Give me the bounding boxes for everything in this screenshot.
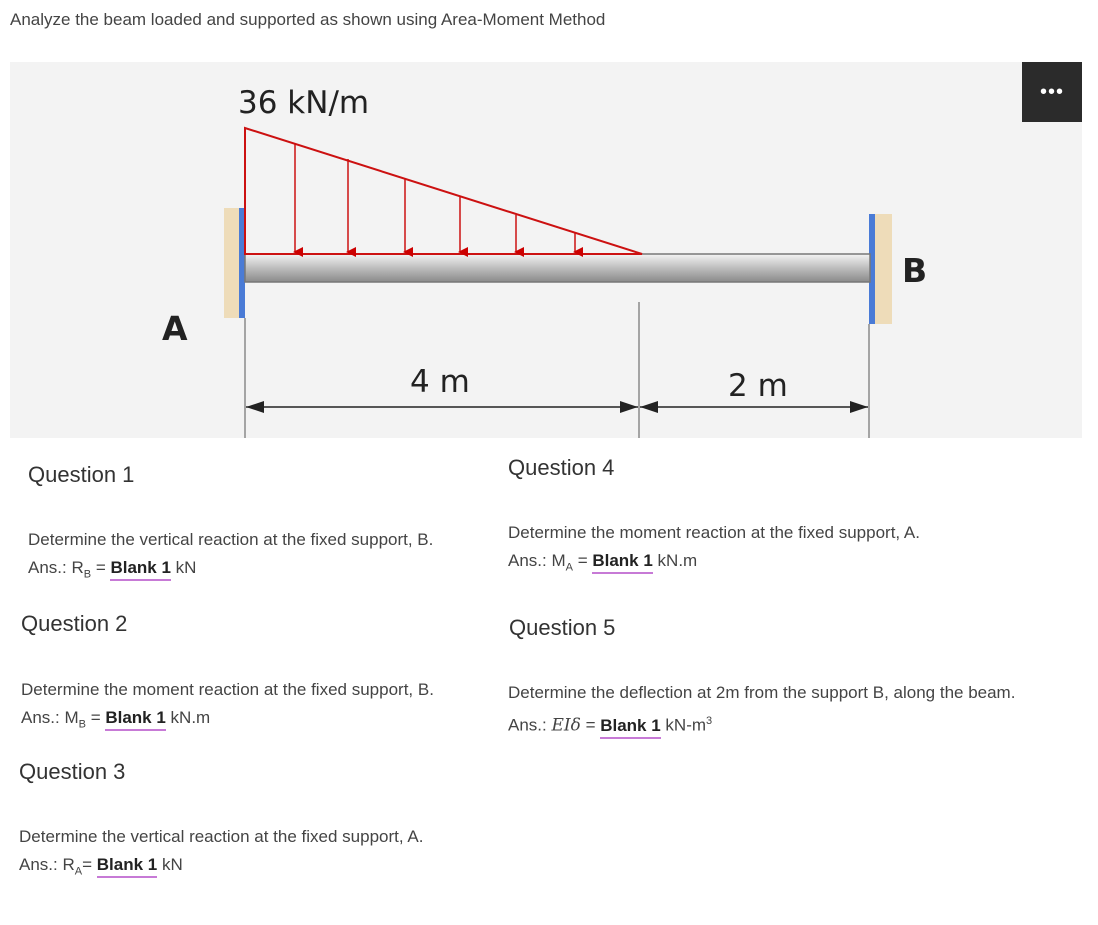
beam-figure	[10, 62, 1082, 438]
question-4-title: Question 4	[508, 455, 615, 480]
question-2-title: Question 2	[21, 611, 128, 636]
answer-unit: kN	[170, 558, 197, 577]
question-4-answer	[508, 547, 920, 581]
answer-blank-input[interactable]: Blank 1	[600, 716, 660, 739]
question-5-answer	[508, 707, 1015, 740]
question-2-answer	[21, 704, 434, 738]
more-dots-icon: •••	[1039, 80, 1064, 103]
beam-diagram	[10, 62, 1082, 438]
answer-subscript: B	[83, 568, 92, 581]
question-3-body	[19, 823, 423, 885]
dimension-arrowhead	[620, 401, 638, 413]
question-5-title: Question 5	[509, 615, 616, 640]
page-instruction: Analyze the beam loaded and supported as shown using Area-Moment Method	[10, 10, 606, 29]
distributed-load-triangle	[245, 128, 642, 254]
question-3-text: Determine the vertical reaction at the fixed support, A.	[19, 827, 424, 846]
question-4-text: Determine the moment reaction at the fixed support, A.	[508, 523, 920, 542]
question-1-answer	[28, 554, 433, 588]
question-2-body	[21, 676, 434, 738]
support-b-label: B	[902, 251, 928, 290]
answer-prefix: Ans.: M	[21, 708, 79, 727]
load-label: 36 kN/m	[238, 85, 370, 121]
question-5-body	[508, 679, 1015, 740]
beam	[245, 254, 870, 282]
answer-equals: =	[580, 715, 601, 735]
dimension-arrowhead	[850, 401, 868, 413]
answer-equals: =	[572, 551, 593, 570]
answer-blank-input[interactable]: Blank 1	[105, 708, 165, 731]
question-1-title: Question 1	[28, 462, 135, 487]
answer-unit: kN-m	[660, 715, 707, 735]
answer-subscript: A	[565, 561, 573, 574]
support-a-label: A	[162, 309, 188, 348]
answer-prefix: Ans.: M	[508, 551, 566, 570]
dimension-arrowhead	[640, 401, 658, 413]
answer-blank-input[interactable]: Blank 1	[97, 855, 157, 878]
question-4-body	[508, 519, 920, 581]
answer-prefix: Ans.:	[508, 715, 552, 735]
answer-prefix: Ans.: R	[19, 855, 75, 874]
answer-blank-input[interactable]: Blank 1	[592, 551, 652, 574]
answer-unit: kN.m	[165, 708, 211, 727]
answer-unit: kN	[157, 855, 183, 874]
question-3-title: Question 3	[19, 759, 126, 784]
answer-equals: =	[85, 708, 106, 727]
more-options-button[interactable]	[1022, 62, 1082, 122]
span1-label: 4 m	[410, 364, 470, 400]
question-3-answer	[19, 851, 423, 885]
answer-equals: =	[82, 855, 97, 874]
answer-blank-input[interactable]: Blank 1	[110, 558, 170, 581]
span2-label: 2 m	[728, 368, 788, 404]
question-5-text: Determine the deflection at 2m from the support B, along the beam.	[508, 683, 1016, 702]
answer-prefix: Ans.: R	[28, 558, 84, 577]
answer-subscript: A	[74, 865, 83, 878]
question-1-body	[28, 526, 433, 588]
answer-unit-exponent: 3	[706, 715, 713, 727]
dimension-arrowhead	[246, 401, 264, 413]
answer-unit: kN.m	[652, 551, 698, 570]
answer-subscript: B	[78, 718, 86, 731]
question-2-text: Determine the moment reaction at the fixed support, B.	[21, 680, 434, 699]
question-1-text: Determine the vertical reaction at the fixed support, B.	[28, 530, 434, 549]
answer-math-expression: EIδ	[551, 715, 581, 736]
answer-equals: =	[91, 558, 111, 577]
